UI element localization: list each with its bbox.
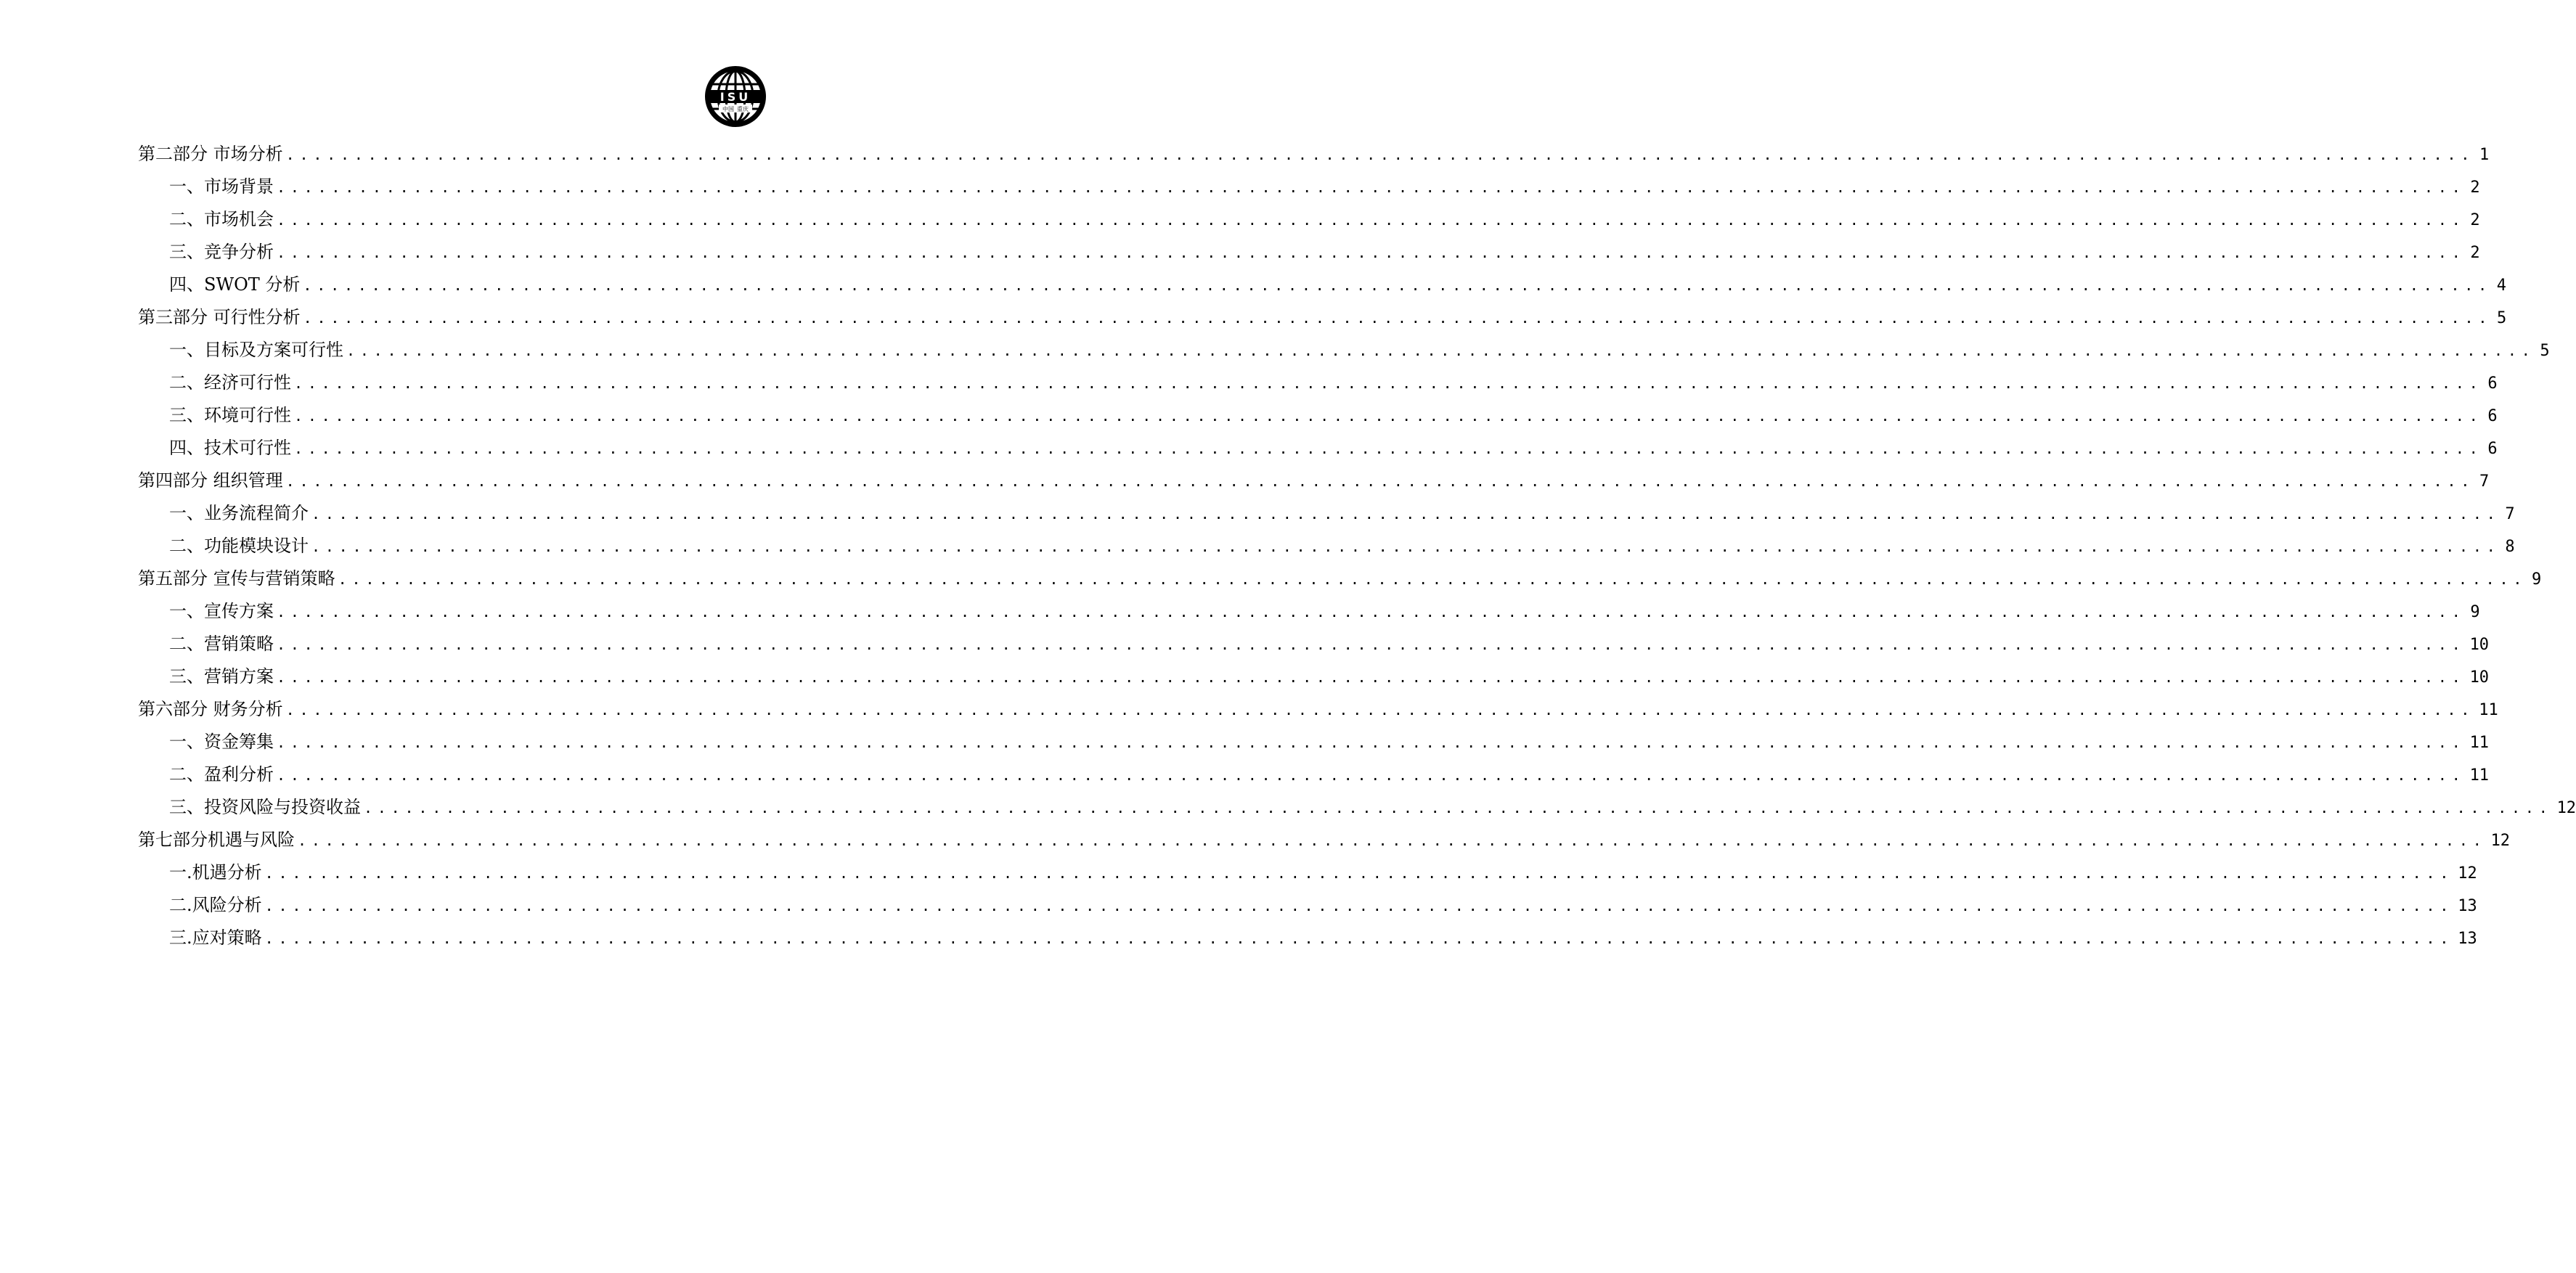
toc-entry-title: 一、业务流程简介 [169, 503, 309, 523]
toc-dot-leader: ................................................................................................................................................................ [277, 211, 2466, 229]
toc-page-number: 11 [2469, 734, 2490, 752]
toc-page-number: 5 [2540, 342, 2550, 360]
toc-page-number: 4 [2496, 277, 2506, 295]
toc-entry-title: 二、经济可行性 [169, 372, 291, 393]
toc-part-entry[interactable] [138, 138, 2490, 171]
toc-entry-title: 一、资金筹集 [169, 732, 274, 752]
toc-page-number: 9 [2531, 570, 2542, 589]
toc-entry-title: 四、SWOT 分析 [169, 274, 301, 295]
toc-entry-title: 一、市场背景 [169, 176, 274, 197]
toc-dot-leader: ................................................................................................................................................................ [294, 374, 2483, 392]
toc-page-number: 10 [2469, 668, 2490, 687]
toc-dot-leader: ................................................................................................................................................................ [294, 440, 2483, 457]
toc-section-entry[interactable] [138, 628, 2490, 660]
toc-part-entry[interactable] [138, 464, 2490, 497]
toc-page-number: 10 [2469, 636, 2490, 654]
toc-entry-title: 二、盈利分析 [169, 764, 274, 785]
toc-dot-leader: ................................................................................................................................................................ [298, 832, 2487, 849]
toc-entry-title: 二、功能模块设计 [169, 536, 309, 556]
svg-text:ISU: ISU [720, 90, 751, 104]
toc-part-entry[interactable] [138, 301, 2507, 334]
toc-section-entry[interactable] [138, 726, 2490, 758]
toc-page-number: 9 [2470, 603, 2480, 621]
toc-page-number: 7 [2479, 472, 2490, 491]
toc-dot-leader: ................................................................................................................................................................ [346, 342, 2535, 359]
toc-section-entry[interactable] [138, 660, 2490, 693]
isu-logo [703, 64, 768, 129]
toc-dot-leader: ................................................................................................................................................................ [264, 864, 2454, 882]
table-of-contents [138, 138, 2576, 954]
toc-dot-leader: ................................................................................................................................................................ [264, 930, 2454, 947]
toc-section-entry[interactable] [138, 236, 2480, 269]
svg-text:重庆: 重庆 [737, 106, 749, 112]
toc-dot-leader: ................................................................................................................................................................ [303, 277, 2492, 294]
toc-dot-leader: ................................................................................................................................................................ [294, 407, 2483, 425]
toc-page-number: 2 [2470, 179, 2480, 197]
toc-section-entry[interactable] [138, 334, 2550, 367]
toc-dot-leader: ................................................................................................................................................................ [338, 570, 2527, 588]
toc-dot-leader: ................................................................................................................................................................ [277, 766, 2466, 784]
toc-section-entry[interactable] [138, 432, 2498, 464]
toc-dot-leader: ................................................................................................................................................................ [285, 701, 2475, 719]
toc-section-entry[interactable] [138, 530, 2515, 562]
toc-entry-title: 第二部分 市场分析 [138, 144, 283, 164]
toc-page-number: 12 [2458, 864, 2477, 883]
toc-section-entry[interactable] [138, 922, 2477, 954]
toc-entry-title: 第五部分 宣传与营销策略 [138, 568, 335, 589]
toc-part-entry[interactable] [138, 693, 2498, 726]
toc-section-entry[interactable] [138, 203, 2480, 236]
toc-section-entry[interactable] [138, 595, 2480, 628]
toc-entry-title: 三.应对策略 [169, 928, 262, 948]
toc-entry-title: 二.风险分析 [169, 895, 262, 915]
toc-dot-leader: ................................................................................................................................................................ [303, 309, 2493, 327]
toc-entry-title: 第四部分 组织管理 [138, 470, 283, 491]
toc-dot-leader: ................................................................................................................................................................ [311, 505, 2500, 523]
toc-entry-title: 四、技术可行性 [169, 438, 291, 458]
toc-entry-title: 第三部分 可行性分析 [138, 307, 301, 327]
toc-page-number: 5 [2496, 309, 2507, 327]
toc-entry-title: 一.机遇分析 [169, 862, 262, 883]
toc-entry-title: 三、营销方案 [169, 666, 274, 687]
toc-entry-title: 一、目标及方案可行性 [169, 340, 343, 360]
toc-page-number: 12 [2490, 832, 2511, 850]
toc-dot-leader: ................................................................................................................................................................ [277, 244, 2466, 261]
toc-part-entry[interactable] [138, 824, 2511, 856]
toc-section-entry[interactable] [138, 171, 2480, 203]
toc-page-number: 7 [2505, 505, 2515, 523]
toc-section-entry[interactable] [138, 791, 2576, 824]
toc-page-number: 13 [2458, 897, 2477, 915]
toc-section-entry[interactable] [138, 758, 2490, 791]
toc-page-number: 8 [2505, 538, 2515, 556]
toc-page-number: 2 [2470, 211, 2480, 229]
toc-section-entry[interactable] [138, 269, 2506, 301]
svg-text:中国: 中国 [722, 106, 734, 112]
toc-entry-title: 三、环境可行性 [169, 405, 291, 425]
toc-dot-leader: ................................................................................................................................................................ [277, 179, 2466, 196]
toc-page-number: 11 [2479, 701, 2498, 719]
toc-section-entry[interactable] [138, 497, 2515, 530]
toc-section-entry[interactable] [138, 399, 2498, 432]
globe-emblem-icon [703, 64, 768, 129]
toc-dot-leader: ................................................................................................................................................................ [277, 603, 2466, 621]
toc-page-number: 6 [2487, 374, 2498, 393]
toc-dot-leader: ................................................................................................................................................................ [311, 538, 2500, 555]
toc-page-number: 13 [2458, 930, 2477, 948]
toc-page-number: 6 [2487, 407, 2498, 425]
toc-entry-title: 三、竞争分析 [169, 242, 274, 262]
toc-entry-title: 二、市场机会 [169, 209, 274, 229]
toc-page-number: 2 [2470, 244, 2480, 262]
toc-page-number: 1 [2479, 146, 2490, 164]
toc-section-entry[interactable] [138, 367, 2498, 399]
toc-dot-leader: ................................................................................................................................................................ [264, 897, 2454, 914]
toc-page-number: 11 [2469, 766, 2490, 785]
toc-entry-title: 三、投资风险与投资收益 [169, 797, 361, 817]
toc-entry-title: 第七部分机遇与风险 [138, 830, 295, 850]
toc-section-entry[interactable] [138, 856, 2477, 889]
toc-dot-leader: ................................................................................................................................................................ [277, 636, 2466, 653]
toc-dot-leader: ................................................................................................................................................................ [277, 734, 2466, 751]
toc-entry-title: 二、营销策略 [169, 634, 274, 654]
toc-page-number: 12 [2556, 799, 2576, 817]
toc-section-entry[interactable] [138, 889, 2477, 922]
toc-page-number: 6 [2487, 440, 2498, 458]
toc-dot-leader: ................................................................................................................................................................ [277, 668, 2466, 686]
toc-part-entry[interactable] [138, 562, 2542, 595]
toc-dot-leader: ................................................................................................................................................................ [364, 799, 2553, 816]
toc-entry-title: 一、宣传方案 [169, 601, 274, 621]
toc-dot-leader: ................................................................................................................................................................ [285, 146, 2475, 163]
toc-entry-title: 第六部分 财务分析 [138, 699, 283, 719]
toc-dot-leader: ................................................................................................................................................................ [285, 472, 2475, 490]
